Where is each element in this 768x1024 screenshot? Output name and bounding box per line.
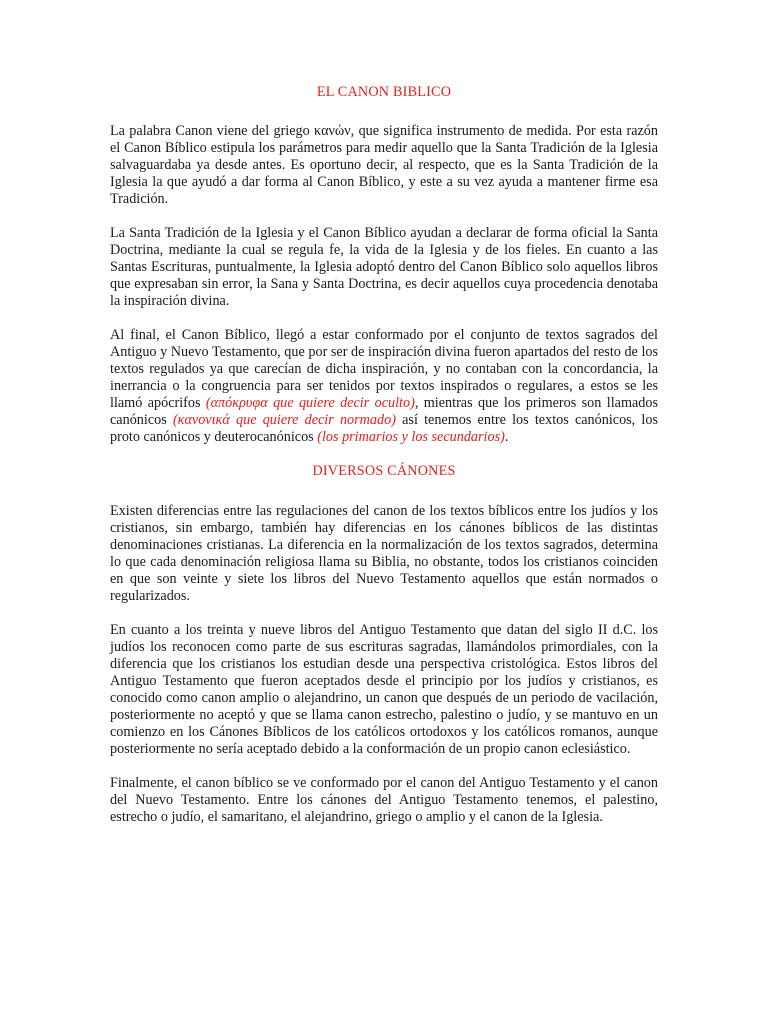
paragraph-differences: Existen diferencias entre las regulaciones del canon de los textos bíblicos entre los judíos y los cristianos, sin embargo, también hay diferencias en los cánones bíblicos de las distintas denominaciones cristianas. La diferencia en la normalización de los textos sagrados, determina lo que cada denominación religiosa llama su Biblia, no obstante, todos los cristianos coinciden en que son veinte y siete los libros del Nuevo Testamento aquellos que están normados o regularizados. (110, 503, 658, 604)
paragraph-intro: La palabra Canon viene del griego κανών, que significa instrumento de medida. Por esta razón el Canon Bíblico estipula los parámetros para medir aquello que la Santa Tradición de la Iglesia salvaguardaba ya desde antes. Es oportuno decir, al respecto, que es la Santa Tradición de la Iglesia la que ayudó a dar forma al Canon Bíblico, y este a su vez ayuda a mantener firme esa Tradición. (110, 123, 658, 207)
paragraph-conclusion: Finalmente, el canon bíblico se ve conformado por el canon del Antiguo Testamento y el canon del Nuevo Testamento. Entre los cánones del Antiguo Testamento tenemos, el palestino, estrecho o judío, el samaritano, el alejandrino, griego o amplio y el canon de la Iglesia. (110, 775, 658, 825)
greek-note-apocrypha: (απόκρυφα que quiere decir oculto) (205, 395, 415, 411)
paragraph-tradition: La Santa Tradición de la Iglesia y el Canon Bíblico ayudan a declarar de forma oficial la Santa Doctrina, mediante la cual se regula fe, la vida de la Iglesia y de los fieles. En cuanto a las Santas Escrituras, puntualmente, la Iglesia adoptó dentro del Canon Bíblico solo aquellos libros que expresaban sin error, la Sana y Santa Doctrina, es decir aquellos cuya procedencia denotaba la inspiración divina. (110, 225, 658, 309)
text-segment: Al final, el Canon Bíblico, llegó a estar conformado por el conjunto de textos sagrados del Antiguo y Nuevo Testamento, que por ser de inspiración divina fueron apartados del resto de los textos regulados ya que carecían de dicha inspiración, y no contaban con la concordancia, la inerrancia o la congruencia para ser tenidos por textos inspirados o regulares, a estos se les llamó apócrifos (110, 327, 658, 411)
paragraph-old-testament: En cuanto a los treinta y nueve libros del Antiguo Testamento que datan del siglo II d.C. los judíos los reconocen como parte de sus escrituras sagradas, llamándolos primordiales, con la diferencia que los cristianos los estudian desde una perspectiva cristológica. Estos libros del Antiguo Testamento que fueron aceptados desde el principio por los judíos y cristianos, es conocido como canon amplio o alejandrino, un canon que después de un periodo de vacilación, posteriormente no aceptó y que se llama canon estrecho, palestino o judío, y se mantuvo en un comienzo en los Cánones Bíblicos de los católicos ortodoxos y los católicos romanos, aunque posteriormente no sería aceptado debido a la conformación de un propio canon eclesiástico. (110, 622, 658, 757)
document-page (110, 84, 658, 843)
note-primary-secondary: (los primarios y los secundarios) (317, 429, 505, 445)
greek-note-canonical: (κανονικά que quiere decir normado) (172, 412, 396, 428)
text-segment: , mientras que los primeros son llamados canónicos (110, 395, 658, 428)
text-segment: . (504, 429, 509, 445)
paragraph-canon-composition (110, 327, 658, 446)
text-segment: así tenemos entre los textos canónicos, los proto canónicos y deuterocanónicos (110, 412, 658, 445)
document-title: EL CANON BIBLICO (316, 84, 452, 100)
section-title: DIVERSOS CÁNONES (312, 463, 456, 479)
